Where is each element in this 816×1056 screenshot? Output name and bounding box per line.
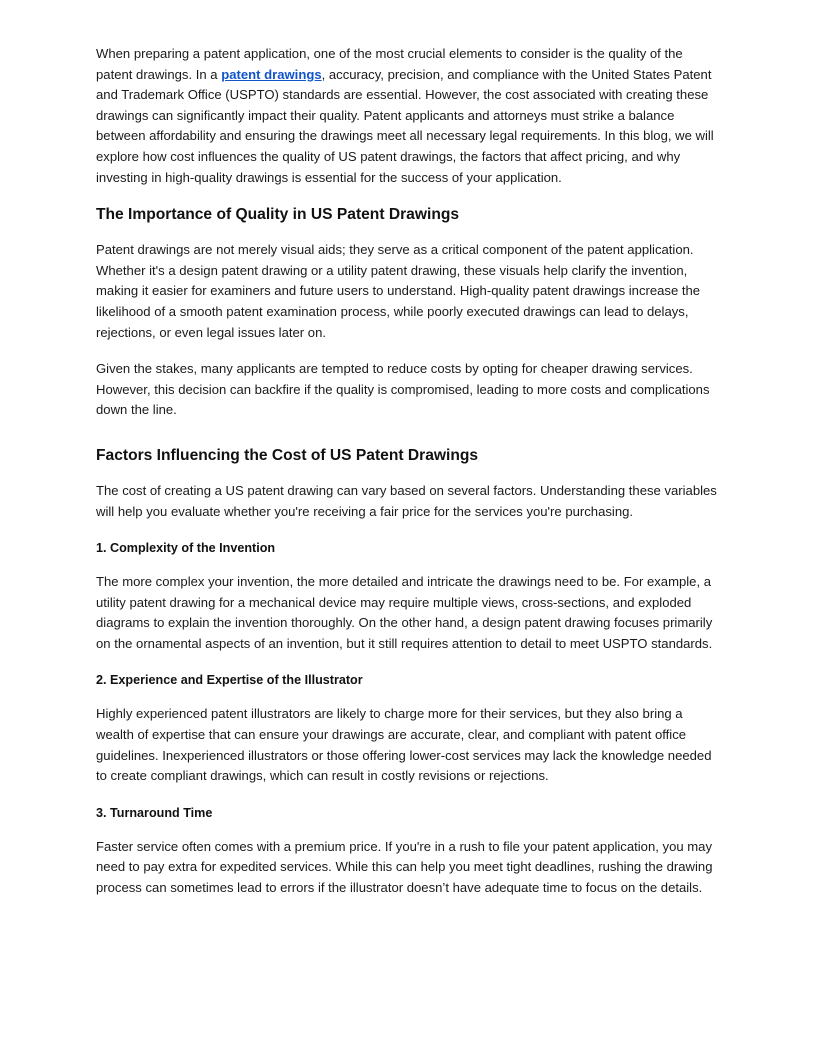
patent-drawings-link[interactable]: patent drawings [221,66,322,82]
intro-paragraph [96,44,722,188]
intro-text-before-link: When preparing a patent application, one of the most crucial elements to consider is the quality of the patent drawings. In a [96,46,683,82]
factor-heading-experience: 2. Experience and Expertise of the Illustrator [96,673,363,688]
section-heading-cost-factors: Factors Influencing the Cost of US Patent Drawings [96,446,479,464]
cost-factors-intro: The cost of creating a US patent drawing can vary based on several factors. Understanding these variables will help you evaluate whether you're receiving a fair price for the services you're purchasing. [96,482,717,519]
factor-body-experience: Highly experienced patent illustrators are likely to charge more for their services, but they also bring a wealth of expertise that can ensure your drawings are accurate, clear, and compliant with patent office guidelines. Inexperienced illustrators or those offering lower-cost services may lack the knowledge needed to create compliant drawings, which can result in costly revisions or rejections. [96,706,712,784]
factor-heading-turnaround: 3. Turnaround Time [96,805,213,820]
factor-heading-complexity: 1. Complexity of the Invention [96,541,276,556]
factor-body-complexity: The more complex your invention, the more detailed and intricate the drawings need to be. For example, a utility patent drawing for a mechanical device may require multiple views, cross-sections, and exploded diagrams to explain the invention thoroughly. On the other hand, a design patent drawing focuses primarily on the ornamental aspects of an invention, but it still requires attention to detail to meet USPTO standards. [96,574,713,651]
factor-body-turnaround: Faster service often comes with a premium price. If you're in a rush to file your patent application, you may need to pay extra for expedited services. While this can help you meet tight deadlines, rushing the drawing process can sometimes lead to errors if the illustrator doesn’t have adequate time to focus on the details. [96,838,713,896]
importance-paragraph-1: Patent drawings are not merely visual aids; they serve as a critical component of the patent application. Whether it's a design patent drawing or a utility patent drawing, these visuals help clarify the invention, making it easier for examiners and future users to understand. High-quality patent drawings increase the likelihood of a smooth patent examination process, while poorly executed drawings can lead to delays, rejections, or even legal issues later on. [96,242,701,340]
document-page [96,44,722,915]
importance-paragraph-2: Given the stakes, many applicants are tempted to reduce costs by opting for cheaper drawing services. However, this decision can backfire if the quality is compromised, leading to more costs and complications down the line. [96,361,710,418]
intro-text-after-link: , accuracy, precision, and compliance with the United States Patent and Trademark Office (USPTO) standards are essential. However, the cost associated with creating these drawings can significantly impact their quality. Patent applicants and attorneys must strike a balance between affordability and ensuring the drawings meet all necessary legal requirements. In this blog, we will explore how cost influences the quality of US patent drawings, the factors that affect pricing, and why investing in high-quality drawings is essential for the success of your application. [96,66,714,185]
section-heading-importance: The Importance of Quality in US Patent Drawings [96,206,460,224]
